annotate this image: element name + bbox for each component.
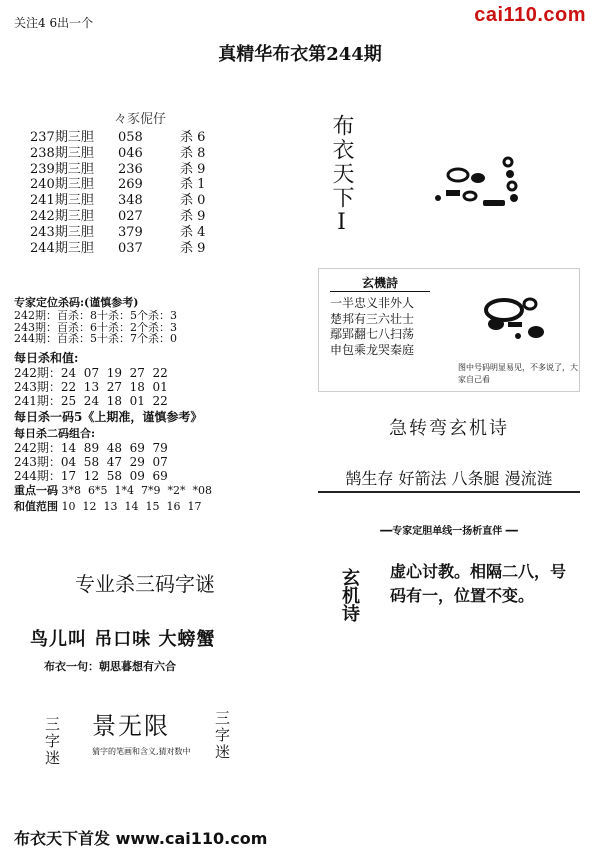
list-item: 243期：04 58 47 29 07 (14, 455, 168, 469)
records-list (30, 130, 270, 256)
range-label: 和值范围 (14, 500, 58, 513)
records-heading: 々豕伲仔 (113, 112, 166, 127)
list-item (30, 177, 270, 193)
record-numbers: 046 (118, 145, 143, 161)
xjs-vertical-label: 玄机诗 (339, 568, 360, 622)
poem-body (330, 296, 440, 358)
expert-line: ━━专家定胆单线一扬析直伴 ━━ (380, 526, 518, 537)
riddle-hint: 猜字的笔画和含义,猜对数中 (92, 747, 191, 756)
page-title: 真精华布衣第244期 (218, 44, 382, 65)
list-item: 242期：百杀：8十杀：5个杀：3 (14, 309, 177, 322)
record-period: 241期三胆 (30, 193, 94, 209)
poem-title: 玄機詩 (330, 274, 430, 292)
list-item (30, 146, 270, 162)
record-kill: 杀 9 (180, 208, 206, 224)
record-numbers: 027 (118, 208, 143, 224)
record-period: 242期三胆 (30, 208, 94, 224)
zimi-left-label: 三字迷 (43, 716, 61, 767)
buyi-line: 布衣一句：朝思暮想有六合 (44, 660, 176, 673)
record-period: 243期三胆 (30, 224, 94, 240)
list-item (30, 209, 270, 225)
number-cartoon-2-image (474, 292, 558, 348)
daily-sum-section (14, 349, 254, 408)
list-item (30, 225, 270, 241)
list-item: 244期：百杀：5十杀：7个杀：0 (14, 332, 177, 345)
buyi-vertical-title: 布衣天下I (329, 114, 354, 237)
list-item: 242期：14 89 48 69 79 (14, 441, 168, 455)
footer-text: 布衣天下首发 www.cai110.com (14, 829, 268, 848)
record-numbers: 058 (118, 130, 143, 145)
position-kill-section (14, 294, 254, 345)
zimi-words: 鸟儿叫 吊口味 大螃蟹 (30, 629, 216, 650)
poem-line: 楚邦有三六壮士 (330, 311, 415, 326)
daily-one-title: 每日杀一码5《上期准，谨慎参考》 (14, 410, 203, 424)
xjs-text: 虚心讨教。相隔二八，号码有一，位置不变。 (390, 562, 567, 605)
focus-values: 3*8 6*5 1*4 7*9 *2* *08 (61, 484, 212, 497)
number-cartoon-1-image (428, 150, 528, 220)
range-values: 10 12 13 14 15 16 17 (61, 500, 202, 513)
record-period: 239期三胆 (30, 161, 94, 177)
image-caption: 图中号码明显易见，不多说了，大家自己看 (458, 363, 578, 384)
jizhuan-title: 急转弯玄机诗 (389, 418, 509, 439)
record-kill: 杀 4 (180, 224, 206, 240)
record-period: 238期三胆 (30, 145, 94, 161)
list-item: 242期：24 07 19 27 22 (14, 366, 168, 380)
list-item (30, 130, 270, 146)
record-kill: 杀 9 (180, 161, 206, 177)
record-kill: 杀 8 (180, 145, 206, 161)
record-kill: 杀 1 (180, 177, 206, 193)
record-kill: 杀 0 (180, 193, 206, 209)
zimi-title: 专业杀三码字谜 (75, 572, 215, 596)
range-row (14, 499, 264, 515)
daily-one-section (14, 408, 264, 515)
position-kill-title: 专家定位杀码:(谨慎参考) (14, 296, 139, 309)
poem-line: 一半忠义非外人 (330, 296, 415, 310)
daily-two-title: 每日杀二码组合: (14, 427, 96, 440)
record-numbers: 348 (118, 193, 143, 209)
site-watermark: cai110.com (474, 4, 586, 26)
list-item (30, 162, 270, 178)
focus-label: 重点一码 (14, 484, 58, 497)
poem-line: 申包乘龙哭秦庭 (330, 342, 415, 357)
list-item: 241期：25 24 18 01 22 (14, 394, 168, 408)
record-period: 240期三胆 (30, 177, 94, 193)
poem-line: 鄢郢翻七八扫荡 (330, 327, 415, 341)
record-numbers: 037 (118, 240, 143, 256)
daily-sum-title: 每日杀和值: (14, 351, 79, 365)
phrase-bar: 鹄生存 好箭法 八条腿 漫流涟 (318, 466, 580, 493)
focus-row (14, 483, 264, 499)
list-item: 243期：22 13 27 18 01 (14, 380, 168, 394)
record-numbers: 236 (118, 161, 143, 177)
riddle-word: 景无限 (92, 712, 170, 740)
record-numbers: 379 (118, 224, 143, 240)
record-kill: 杀 9 (180, 240, 206, 256)
zimi-right-label: 三字迷 (213, 710, 231, 761)
record-kill: 杀 6 (180, 130, 206, 145)
record-period: 237期三胆 (30, 130, 94, 145)
record-period: 244期三胆 (30, 240, 94, 256)
top-note: 关注4 6出一个 (14, 16, 94, 30)
list-item: 243期：百杀：6十杀：2个杀：3 (14, 320, 177, 334)
record-numbers: 269 (118, 177, 143, 193)
list-item: 244期：17 12 58 09 69 (14, 469, 168, 483)
list-item (30, 241, 270, 257)
list-item (30, 193, 270, 209)
